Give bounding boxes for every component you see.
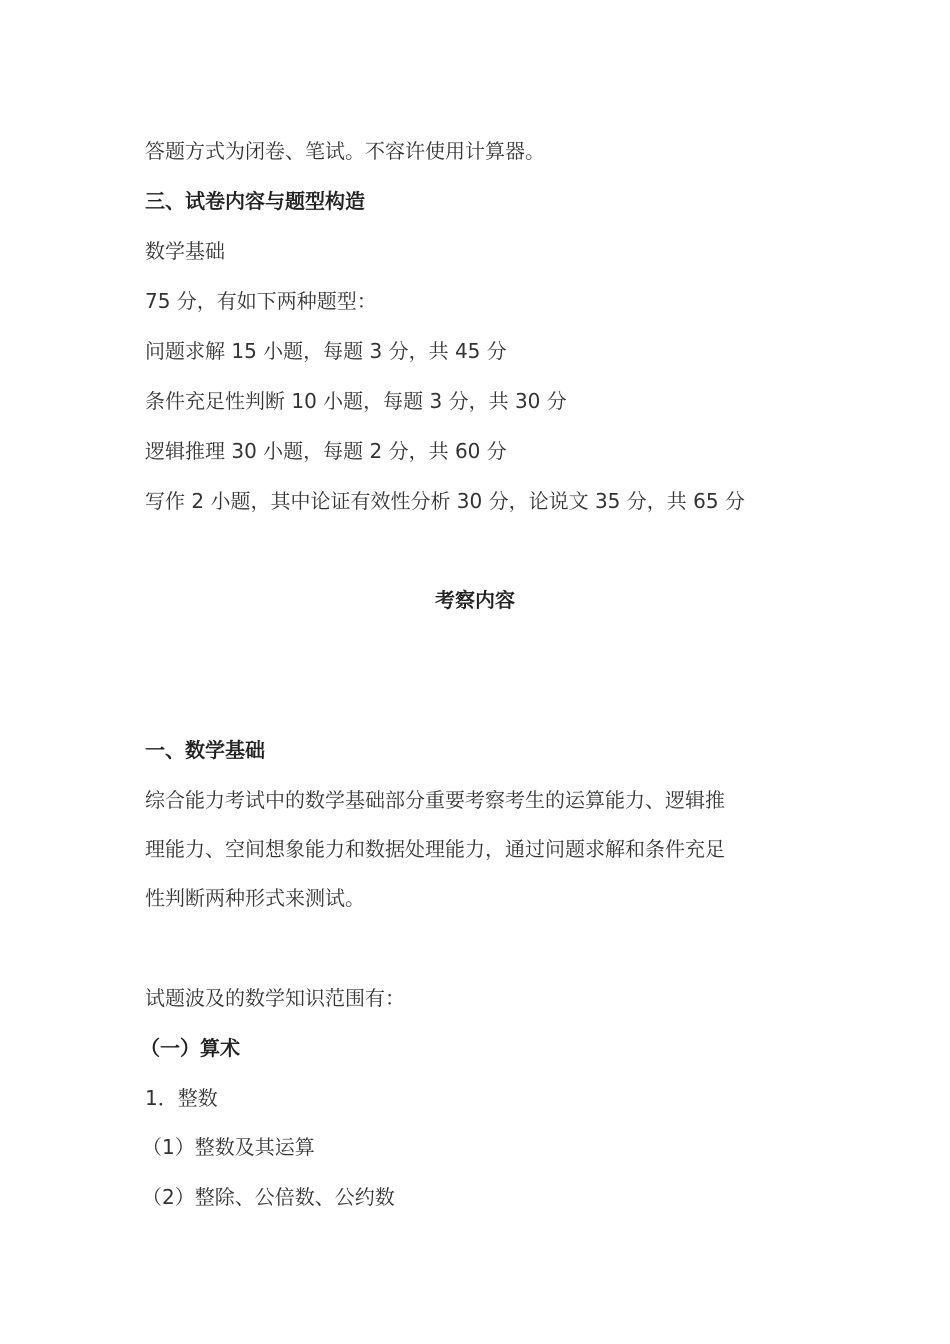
sub-heading-arithmetic: （一）算术 <box>140 1036 240 1060</box>
section-title: 考察内容 <box>435 588 515 612</box>
paragraph-line-2: 理能力、空间想象能力和数据处理能力，通过问题求解和条件充足 <box>145 837 725 861</box>
heading-math-basics: 一、数学基础 <box>145 738 265 762</box>
paragraph-line-3: 性判断两种形式来测试。 <box>145 886 365 910</box>
paragraph-line-1: 综合能力考试中的数学基础部分重要考察考生的运算能力、逻辑推 <box>145 788 725 812</box>
item-integer-operations: （1）整数及其运算 <box>142 1135 315 1159</box>
writing-line: 写作 2 小题，其中论证有效性分析 30 分，论说文 35 分，共 65 分 <box>145 489 745 513</box>
item-divisibility: （2）整除、公倍数、公约数 <box>142 1185 395 1209</box>
problem-solving-line: 问题求解 15 小题，每题 3 分，共 45 分 <box>145 339 507 363</box>
exam-format-line: 答题方式为闭卷、笔试。不容许使用计算器。 <box>145 139 545 163</box>
logic-reasoning-line: 逻辑推理 30 小题，每题 2 分，共 60 分 <box>145 439 507 463</box>
scope-intro: 试题波及的数学知识范围有： <box>145 986 405 1010</box>
item-integers: 1．整数 <box>145 1086 218 1110</box>
math-basics-label: 数学基础 <box>145 239 225 263</box>
sufficiency-line: 条件充足性判断 10 小题，每题 3 分，共 30 分 <box>145 389 567 413</box>
section-heading-structure: 三、试卷内容与题型构造 <box>145 189 365 213</box>
score-intro-line: 75 分，有如下两种题型： <box>145 289 377 313</box>
